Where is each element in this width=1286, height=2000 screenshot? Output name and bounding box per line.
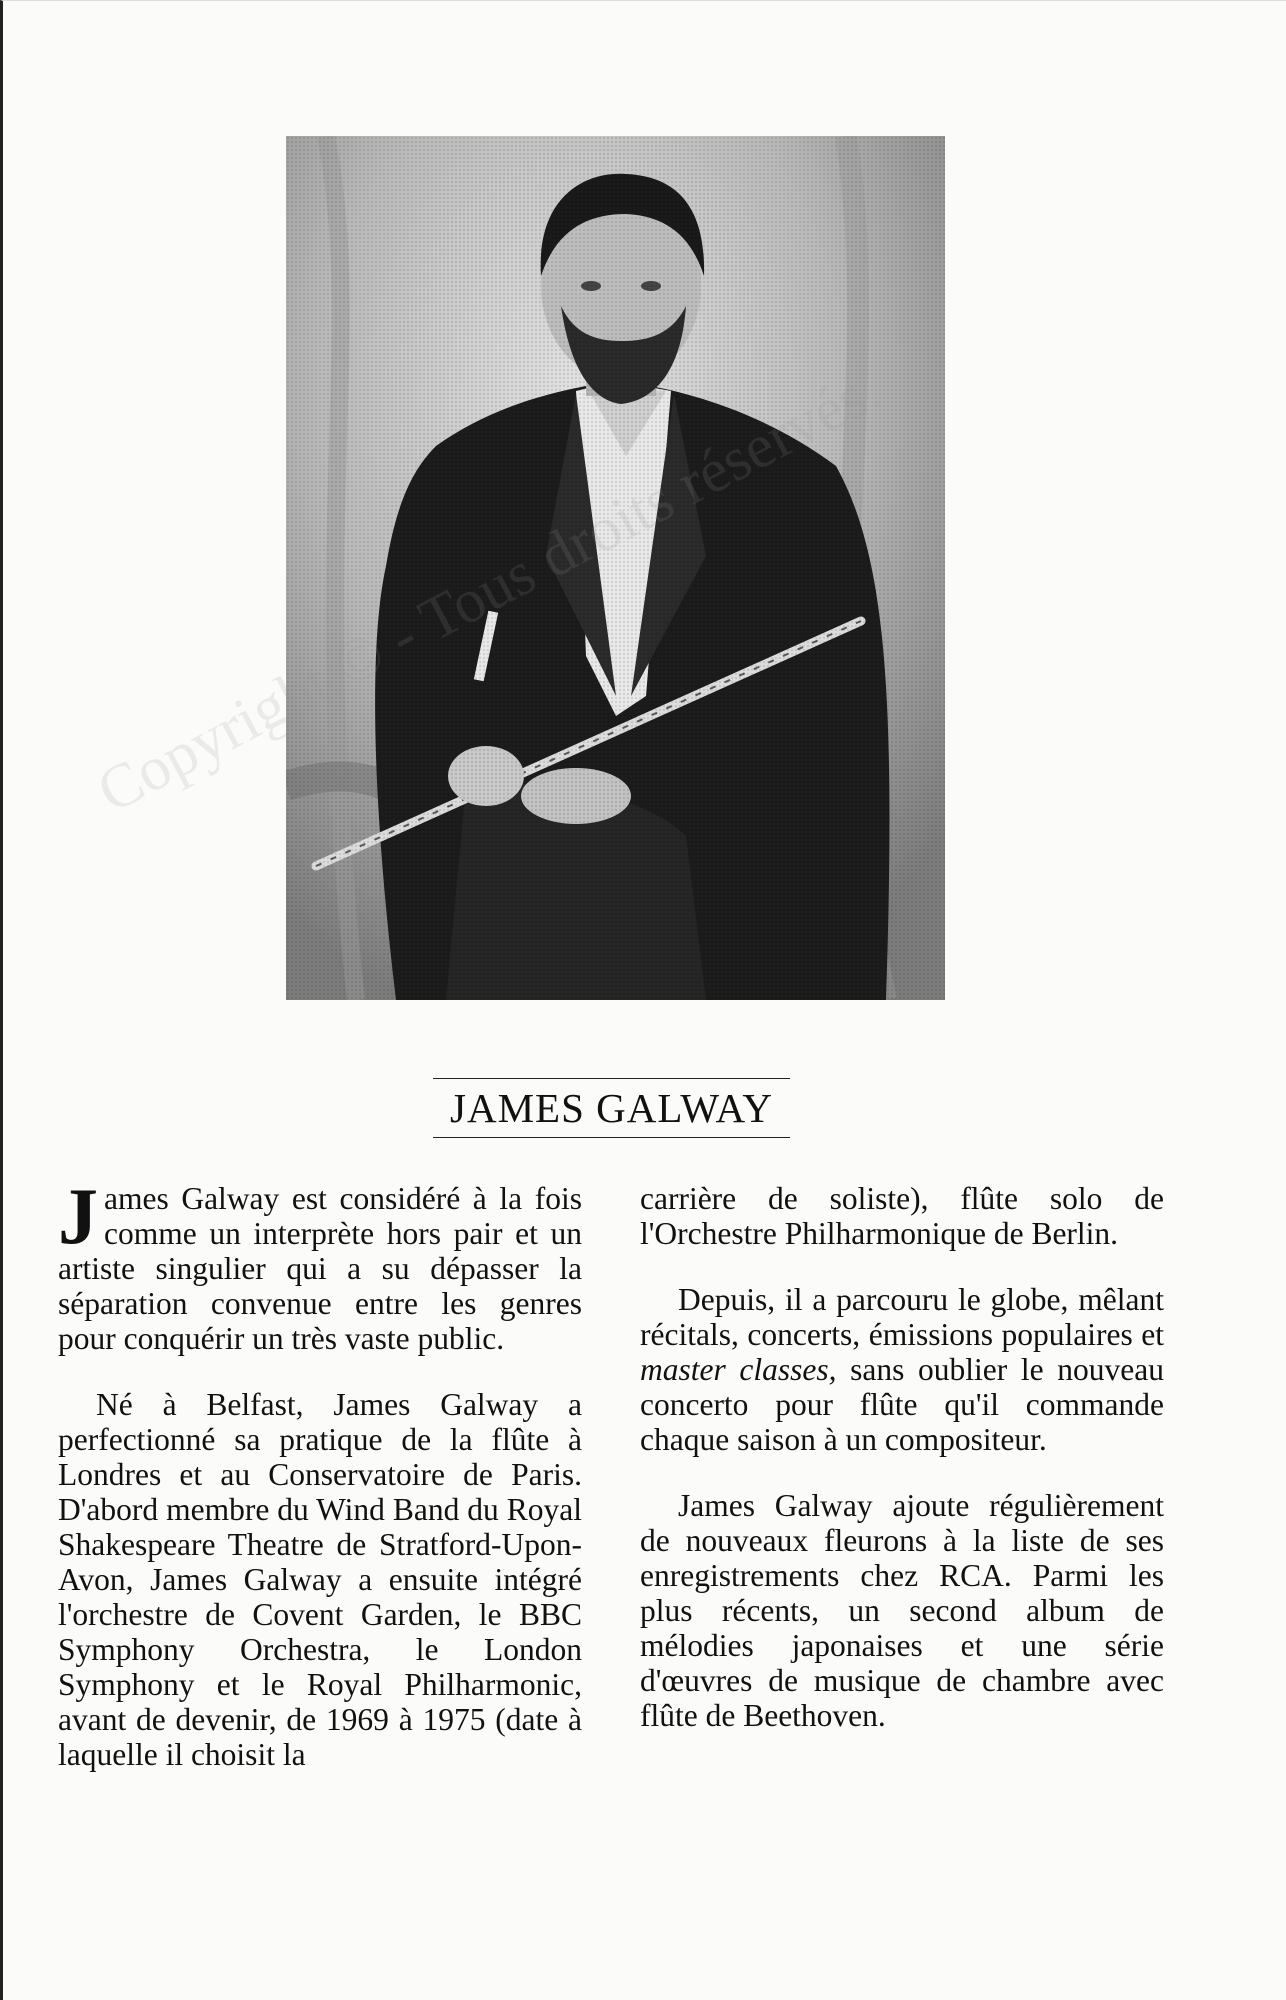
right-paragraph-2 [640,1282,1164,1457]
left-paragraph-1 [58,1173,582,1356]
portrait-photo [286,136,945,1000]
right-paragraph-2-italic: master classes, [640,1352,837,1387]
right-paragraph-1: carrière de soliste), flûte solo de l'Orchestre Philharmonique de Berlin. [640,1181,1164,1251]
right-paragraph-3: James Galway ajoute régulièrement de nouveaux fleurons à la liste de ses enregistrements chez RCA. Parmi les plus récents, un second album de mélodies japonaises et une série d'œuvres de musique de chambre avec flûte de Beethoven. [640,1488,1164,1733]
left-paragraph-2: Né à Belfast, James Galway a perfectionné sa pratique de la flûte à Londres et au Conservatoire de Paris. D'abord membre du Wind Band du Royal Shakespeare Theatre de Stratford-Upon-Avon, James Galway a ensuite intégré l'orchestre de Covent Garden, le BBC Symphony Orchestra, le London Symphony et le Royal Philharmonic, avant de devenir, de 1969 à 1975 (date à laquelle il choisit la [58,1387,582,1772]
artist-name-heading [433,1078,790,1138]
left-paragraph-1-text: ames Galway est considéré à la fois comme un interprète hors pair et un artiste singulier qui a su dépasser la séparation convenue entre les genres pour conquérir un très vaste public. [58,1181,582,1356]
right-paragraph-2-text-b: sans oublier le nouveau concerto pour flûte qu'il commande chaque saison à un compositeur. [640,1352,1164,1457]
right-paragraph-2-text-a: Depuis, il a parcouru le globe, mêlant récitals, concerts, émissions populaires et [640,1282,1164,1352]
drop-cap: J [58,1173,98,1261]
portrait-illustration [286,136,945,1000]
right-column [640,1181,1164,1764]
artist-name: JAMES GALWAY [450,1085,773,1131]
left-column [58,1173,582,1803]
copyright-watermark: Copyright [86,647,341,827]
